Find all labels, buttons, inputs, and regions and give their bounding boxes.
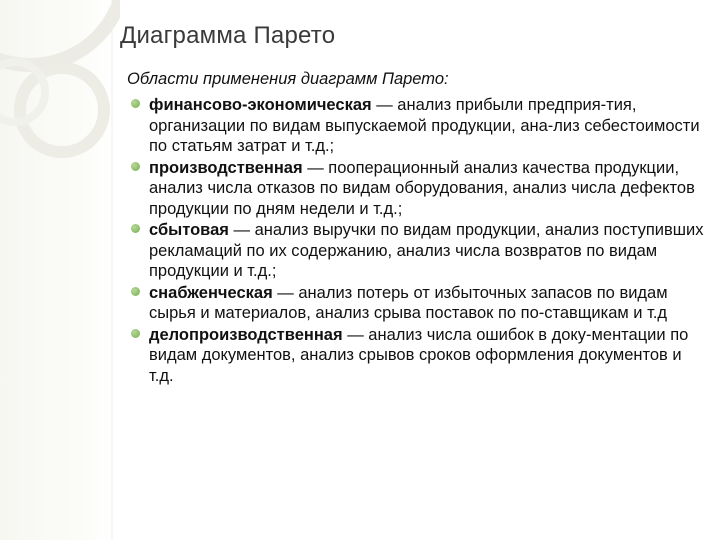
slide-subtitle: Области применения диаграмм Парето: xyxy=(127,70,449,88)
green-circle-bullet-icon xyxy=(131,162,140,171)
item-text: — анализ прибыли предприя-тия, организации по видам выпускаемой продукции, ана-лиз себестоимости по статьям затрат и т.д.; xyxy=(149,96,700,155)
list-item xyxy=(130,158,705,220)
list-item xyxy=(130,325,705,387)
item-term: сбытовая xyxy=(149,221,229,239)
slide-title: Диаграмма Парето xyxy=(120,22,336,49)
green-circle-bullet-icon xyxy=(131,99,140,108)
item-text: — анализ потерь от избыточных запасов по видам сырья и материалов, анализ срыва поставок по по-ставщикам и т.д xyxy=(149,283,668,322)
list-item xyxy=(130,220,705,282)
item-term: производственная xyxy=(149,158,303,177)
item-term: делопроизводственная xyxy=(149,325,343,344)
green-circle-bullet-icon xyxy=(131,287,140,296)
item-text: — анализ числа ошибок в доку-ментации по видам документов, анализ срывов сроков оформления документов и т.д. xyxy=(149,325,689,385)
decorative-circles xyxy=(0,0,120,540)
application-list xyxy=(130,95,705,387)
item-term: финансово-экономическая xyxy=(149,96,372,114)
list-item xyxy=(130,95,705,157)
item-term: снабженческая xyxy=(149,283,273,302)
item-text: — пооперационный анализ качества продукции, анализ числа отказов по видам оборудования, анализ числа дефектов продукции по дням недели и т.д.; xyxy=(149,158,695,218)
list-item xyxy=(130,283,705,324)
item-text: — анализ выручки по видам продукции, анализ поступивших рекламаций по их содержанию, анализ числа возвратов по видам продукции и т.д.; xyxy=(149,221,704,280)
green-circle-bullet-icon xyxy=(131,224,140,233)
green-circle-bullet-icon xyxy=(131,329,140,338)
